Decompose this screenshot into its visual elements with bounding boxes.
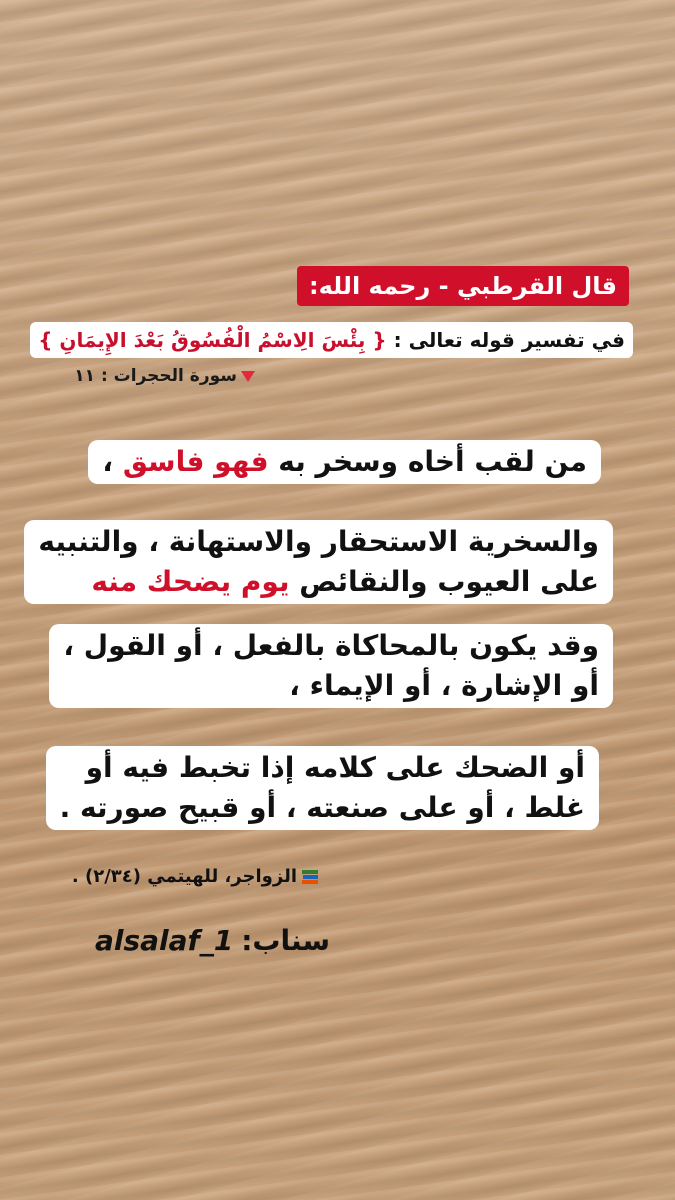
- card-text: وقد يكون بالمحاكاة بالفعل ، أو القول ،: [63, 629, 599, 662]
- heading-badge: قال القرطبي - رحمه الله:: [297, 266, 629, 306]
- snapchat-handle: [95, 924, 330, 957]
- card-line: [38, 522, 599, 562]
- source-citation: [72, 866, 319, 887]
- quote-card-2: [24, 520, 613, 604]
- card-text: أو الإشارة ، أو الإيماء ،: [289, 669, 599, 702]
- card-highlight: فهو فاسق: [122, 445, 269, 478]
- surah-text: سورة الحجرات : ١١: [74, 366, 237, 386]
- source-text: الزواجر، للهيتمي (٢/٣٤) .: [71, 866, 297, 887]
- quote-card-4: [46, 746, 599, 830]
- snap-label: سناب:: [241, 924, 330, 957]
- quote-card-1: [88, 440, 601, 484]
- card-highlight: يوم يضحك منه: [91, 565, 290, 598]
- card-line: [63, 666, 599, 706]
- card-text: أو الضحك على كلامه إذا تخبط فيه أو: [85, 751, 585, 784]
- card-line: [38, 562, 599, 602]
- card-text: والسخرية الاستحقار والاستهانة ، والتنبيه: [38, 525, 599, 558]
- verse-quote: { بِئْسَ الِاسْمُ الْفُسُوقُ بَعْدَ الإِيمَانِ }: [38, 328, 387, 352]
- verse-intro: في تفسير قوله تعالى :: [386, 328, 625, 352]
- surah-reference: [74, 366, 255, 386]
- books-emoji-icon: [301, 869, 319, 885]
- card-line: [60, 748, 585, 788]
- card-line: [102, 442, 587, 482]
- card-line: [63, 626, 599, 666]
- card-text: على العيوب والنقائص: [289, 565, 599, 598]
- verse-line: [30, 322, 633, 358]
- card-line: [60, 788, 585, 828]
- card-text: غلط ، أو على صنعته ، أو قبيح صورته .: [59, 791, 585, 824]
- card-text: من لقب أخاه وسخر به: [268, 445, 587, 478]
- card-tail: ،: [102, 445, 123, 478]
- quote-card-3: [49, 624, 613, 708]
- snap-username: alsalaf_1: [94, 924, 234, 957]
- red-triangle-down-icon: [241, 371, 255, 382]
